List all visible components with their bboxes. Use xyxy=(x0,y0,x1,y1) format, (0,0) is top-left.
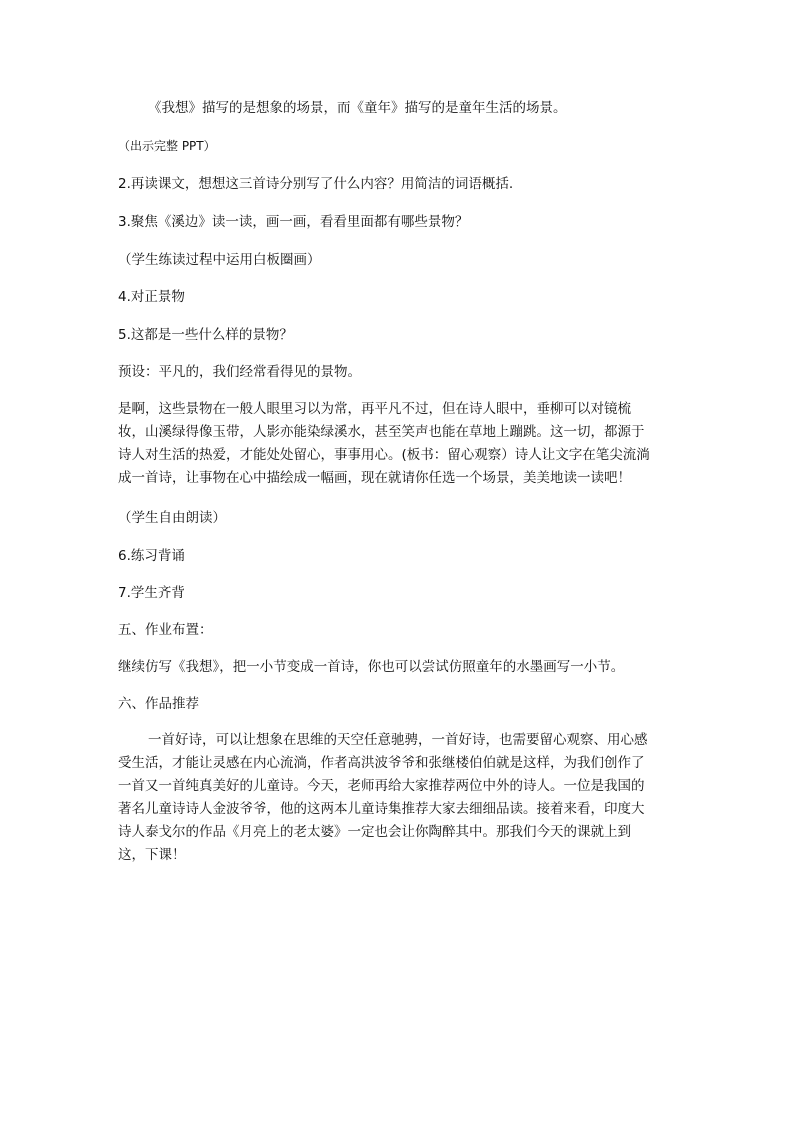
paragraph-line: 著名儿童诗诗人金波爷爷，他的这两本儿童诗集推荐大家去细细品读。接着来看，印度大 xyxy=(118,801,645,817)
paragraph-line: 受生活，才能让灵感在内心流淌，作者高洪波爷爷和张继楼伯伯就是这样，为我们创作了 xyxy=(118,755,645,771)
paragraph-line: 一首又一首纯真美好的儿童诗。今天，老师再给大家推荐两位中外的诗人。一位是我国的 xyxy=(118,778,645,794)
section-heading-homework: 五、作业布置： xyxy=(118,622,213,638)
paragraph-line: 诗人泰戈尔的作品《月亮上的老太婆》一定也会让你陶醉其中。那我们今天的课就上到 xyxy=(118,824,631,840)
text-line-step-3: 3.聚焦《溪边》读一读，画一画，看看里面都有哪些景物？ xyxy=(118,214,469,230)
paragraph-line: 妆，山溪绿得像玉带，人影亦能染绿溪水，甚至笑声也能在草地上蹦跳。这一切，都源于 xyxy=(118,424,645,440)
text-line-step-2: 2.再读课文，想想这三首诗分别写了什么内容？用简洁的词语概括. xyxy=(118,176,514,192)
paragraph-line: 诗人对生活的热爱，才能处处留心，事事用心。(板书：留心观察）诗人让文字在笔尖流淌 xyxy=(118,447,650,463)
text-line-step-4: 4.对正景物 xyxy=(118,289,185,305)
paragraph-recommendation xyxy=(118,729,678,867)
paragraph-line: 成一首诗，让事物在心中描绘成一幅画，现在就请你任选一个场景，美美地读一读吧！ xyxy=(118,470,631,486)
text-line-homework: 继续仿写《我想》，把一小节变成一首诗，你也可以尝试仿照童年的水墨画写一小节。 xyxy=(118,659,625,675)
text-line-step-5: 5.这都是一些什么样的景物？ xyxy=(118,327,293,343)
paragraph-line: 一首好诗，可以让想象在思维的天空任意驰骋，一首好诗，也需要留心观察、用心感 xyxy=(148,732,648,748)
text-line-free-reading: （学生自由朗读） xyxy=(118,510,226,526)
text-line-step-7: 7.学生齐背 xyxy=(118,585,185,601)
paragraph-line: 是啊，这些景物在一般人眼里习以为常，再平凡不过，但在诗人眼中，垂柳可以对镜梳 xyxy=(118,401,631,417)
text-line-show-ppt: （出示完整 PPT） xyxy=(118,139,216,153)
text-line-whiteboard-note: （学生练读过程中运用白板圈画） xyxy=(118,252,321,268)
section-heading-recommendation: 六、作品推荐 xyxy=(118,696,199,712)
paragraph-line: 这，下课！ xyxy=(118,847,186,863)
paragraph-observation xyxy=(118,398,678,490)
text-line-preset: 预设：平凡的，我们经常看得见的景物。 xyxy=(118,364,361,380)
text-line-step-6: 6.练习背诵 xyxy=(118,548,185,564)
text-line-scene-summary: 《我想》描写的是想象的场景，而《童年》描写的是童年生活的场景。 xyxy=(148,100,567,116)
